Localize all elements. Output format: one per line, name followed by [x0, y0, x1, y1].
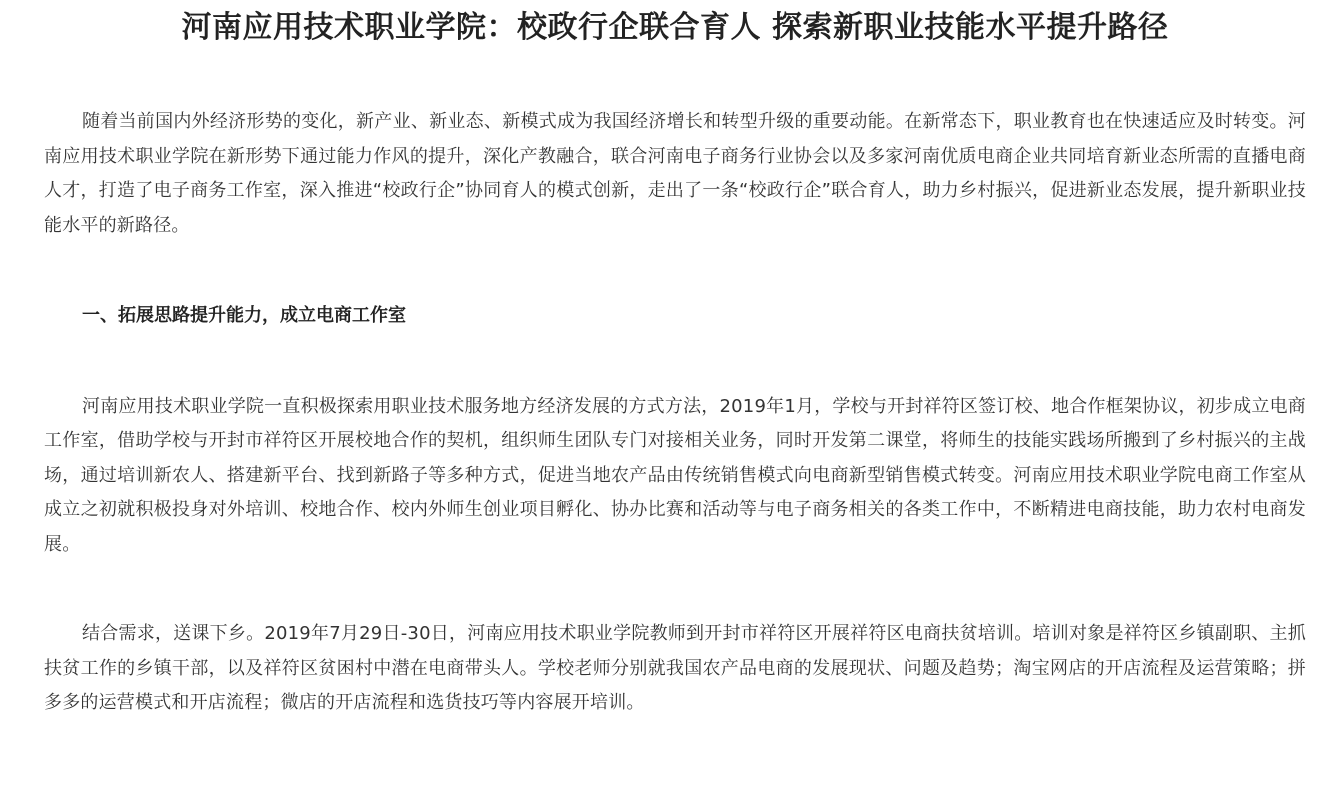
body-paragraph: 河南应用技术职业学院一直积极探索用职业技术服务地方经济发展的方式方法，2019年1月，学校与开封祥符区签订校、地合作框架协议，初步成立电商工作室，借助学校与开封市祥符区开展校地合作的契机，组织师生团队专门对接相关业务，同时开发第二课堂，将师生的技能实践场所搬到了乡村振兴的主战场，通过培训新农人、搭建新平台、找到新路子等多种方式，促进当地农产品由传统销售模式向电商新型销售模式转变。河南应用技术职业学院电商工作室从成立之初就积极投身对外培训、校地合作、校内外师生创业项目孵化、协办比赛和活动等与电子商务相关的各类工作中，不断精进电商技能，助力农村电商发展。 — [44, 395, 1306, 555]
body-paragraph: 结合需求，送课下乡。2019年7月29日-30日，河南应用技术职业学院教师到开封市祥符区开展祥符区电商扶贫培训。培训对象是祥符区乡镇副职、主抓扶贫工作的乡镇干部，以及祥符区贫困村中潜在电商带头人。学校老师分别就我国农产品电商的发展现状、问题及趋势；淘宝网店的开店流程及运营策略；拼多多的运营模式和开店流程；微店的开店流程和选货技巧等内容展开培训。 — [44, 623, 1306, 713]
intro-paragraph: 随着当前国内外经济形势的变化，新产业、新业态、新模式成为我国经济增长和转型升级的重要动能。在新常态下，职业教育也在快速适应及时转变。河南应用技术职业学院在新形势下通过能力作风的提升，深化产教融合，联合河南电子商务行业协会以及多家河南优质电商企业共同培育新业态所需的直播电商人才，打造了电子商务工作室，深入推进“校政行企”协同育人的模式创新，走出了一条“校政行企”联合育人，助力乡村振兴，促进新业态发展，提升新职业技能水平的新路径。 — [44, 111, 1306, 236]
article-title: 河南应用技术职业学院：校政行企联合育人 探索新职业技能水平提升路径 — [181, 10, 1169, 45]
section-heading: 一、拓展思路提升能力，成立电商工作室 — [82, 305, 406, 326]
